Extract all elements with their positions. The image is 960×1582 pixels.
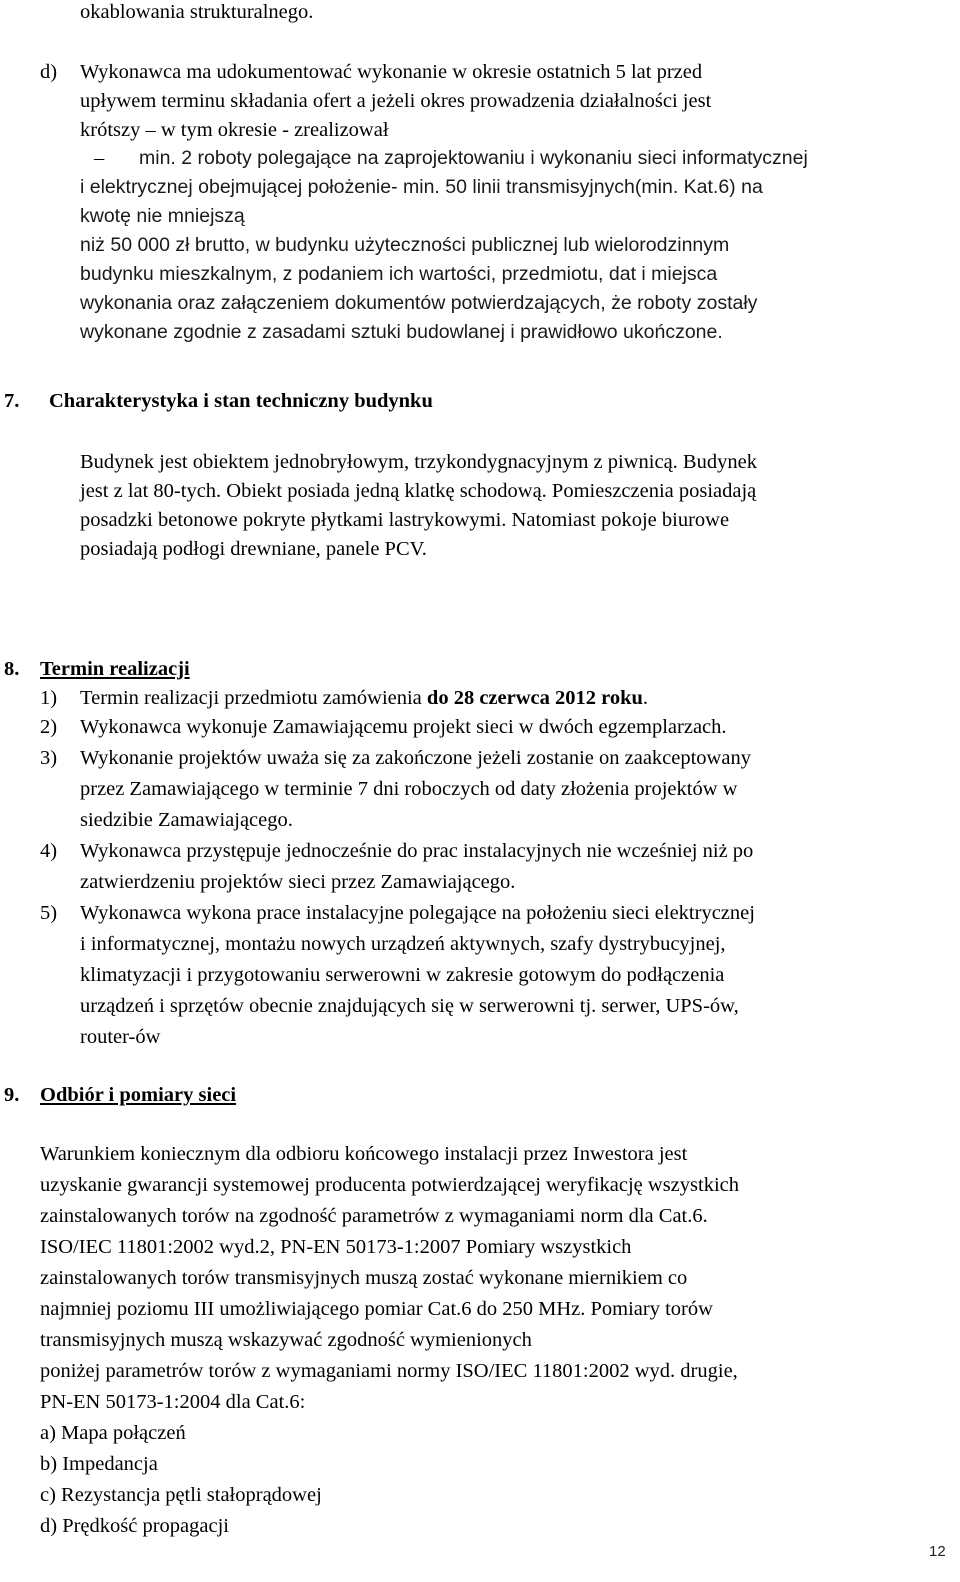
section-9-line: zainstalowanych torów na zgodność parametrów z wymaganiami norm dla Cat.6. [40, 1205, 708, 1227]
page-number: 12 [929, 1543, 946, 1560]
section-9-line: Warunkiem koniecznym dla odbioru końcowego instalacji przez Inwestora jest [40, 1143, 688, 1165]
section-number: 8. [4, 658, 20, 680]
list-marker: 2) [40, 716, 58, 738]
section-9-line: najmniej poziomu III umożliwiającego pomiar Cat.6 do 250 MHz. Pomiary torów [40, 1298, 713, 1320]
section-8-line: Wykonawca wykona prace instalacyjne polegające na położeniu sieci elektrycznej [80, 902, 755, 924]
list-marker: 1) [40, 687, 58, 709]
measurement-list-item: d) Prędkość propagacji [40, 1515, 229, 1537]
section-7-line: posadzki betonowe pokryte płytkami lastrykowymi. Natomiast pokoje biurowe [80, 509, 730, 531]
section-9-line: ISO/IEC 11801:2002 wyd.2, PN-EN 50173-1:2007 Pomiary wszystkich [40, 1236, 632, 1258]
section-9-line: transmisyjnych muszą wskazywać zgodność wymienionych [40, 1329, 532, 1351]
intro-tail-text: okablowania strukturalnego. [80, 1, 314, 23]
section-8-line: klimatyzacji i przygotowaniu serwerowni w zakresie gotowym do podłączenia [80, 964, 725, 986]
deadline-text: Termin realizacji przedmiotu zamówienia [80, 687, 427, 709]
section-7-line: jest z lat 80-tych. Obiekt posiada jedną klatkę schodową. Pomieszczenia posiadają [80, 480, 757, 502]
section-8-line: urządzeń i sprzętów obecnie znajdujących się w serwerowni tj. serwer, UPS-ów, [80, 995, 739, 1017]
measurement-list-item: a) Mapa połączeń [40, 1422, 186, 1444]
dash-bullet: – [94, 147, 105, 169]
section-9-line: uzyskanie gwarancji systemowej producenta potwierdzającej weryfikację wszystkich [40, 1174, 740, 1196]
item-d-line: niż 50 000 zł brutto, w budynku użyteczności publicznej lub wielorodzinnym [80, 234, 730, 256]
section-9-line: PN-EN 50173-1:2004 dla Cat.6: [40, 1391, 306, 1413]
section-8-line: Wykonawca wykonuje Zamawiającemu projekt sieci w dwóch egzemplarzach. [80, 716, 727, 738]
item-d-line: i elektrycznej obejmującej położenie- min. 50 linii transmisyjnych(min. Kat.6) na [80, 176, 763, 198]
section-8-line: Wykonanie projektów uważa się za zakończone jeżeli zostanie on zaakceptowany [80, 747, 751, 769]
section-9-line: poniżej parametrów torów z wymaganiami normy ISO/IEC 11801:2002 wyd. drugie, [40, 1360, 738, 1382]
section-number: 9. [4, 1084, 20, 1106]
item-d-line: krótszy – w tym okresie - zrealizował [80, 119, 389, 141]
deadline-date: do 28 czerwca 2012 roku [426, 687, 643, 709]
item-d-line: Wykonawca ma udokumentować wykonanie w okresie ostatnich 5 lat przed [80, 61, 703, 83]
list-marker: 5) [40, 902, 58, 924]
item-d-line: wykonania oraz załączeniem dokumentów potwierdzających, że roboty zostały [80, 292, 758, 314]
section-7-line: Budynek jest obiektem jednobryłowym, trzykondygnacyjnym z piwnicą. Budynek [80, 451, 757, 473]
item-d-line: min. 2 roboty polegające na zaprojektowaniu i wykonaniu sieci informatycznej [139, 147, 808, 169]
section-8-line: i informatycznej, montażu nowych urządzeń aktywnych, szafy dystrybucyjnej, [80, 933, 726, 955]
section-9-line: zainstalowanych torów transmisyjnych muszą zostać wykonane miernikiem co [40, 1267, 688, 1289]
section-title: Termin realizacji [40, 658, 190, 680]
section-title: Charakterystyka i stan techniczny budynku [49, 390, 433, 412]
measurement-list-item: b) Impedancja [40, 1453, 158, 1475]
measurement-list-item: c) Rezystancja pętli stałoprądowej [40, 1484, 322, 1506]
deadline-line [80, 686, 648, 710]
section-8-line: siedzibie Zamawiającego. [80, 809, 293, 831]
section-number: 7. [4, 390, 20, 412]
item-d-line: kwotę nie mniejszą [80, 205, 245, 227]
list-marker: 3) [40, 747, 58, 769]
section-8-line: Wykonawca przystępuje jednocześnie do prac instalacyjnych nie wcześniej niż po [80, 840, 754, 862]
item-d-line: wykonane zgodnie z zasadami sztuki budowlanej i prawidłowo ukończone. [80, 321, 723, 343]
item-d-line: upływem terminu składania ofert a jeżeli okres prowadzenia działalności jest [80, 90, 712, 112]
list-marker: 4) [40, 840, 58, 862]
section-8-line: router-ów [80, 1026, 161, 1048]
list-marker: d) [40, 61, 58, 83]
section-8-line: przez Zamawiającego w terminie 7 dni roboczych od daty złożenia projektów w [80, 778, 738, 800]
section-8-line: zatwierdzeniu projektów sieci przez Zamawiającego. [80, 871, 516, 893]
section-title: Odbiór i pomiary sieci [40, 1084, 237, 1106]
item-d-line: budynku mieszkalnym, z podaniem ich wartości, przedmiotu, dat i miejsca [80, 263, 718, 285]
section-7-line: posiadają podłogi drewniane, panele PCV. [80, 538, 427, 560]
deadline-end: . [642, 687, 649, 709]
